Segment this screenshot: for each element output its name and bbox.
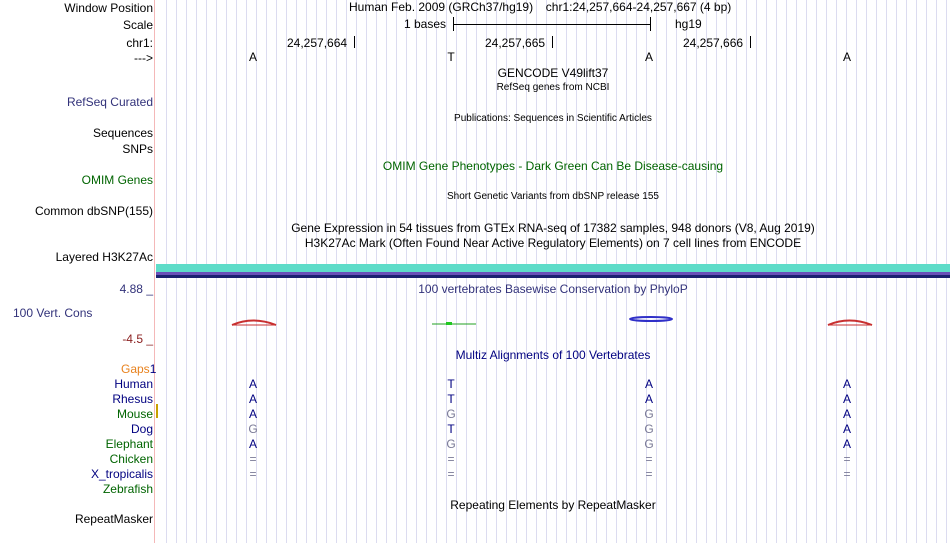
aligned-base: = [447, 452, 455, 466]
assembly-name: Human Feb. 2009 (GRCh37/hg19) [349, 0, 534, 14]
aligned-base: = [843, 467, 851, 481]
ref-base: A [644, 50, 653, 64]
gtex-track-title[interactable]: Gene Expression in 54 tissues from GTEx RNA-seq of 17382 samples, 948 donors (V8, Aug 2019) [291, 221, 815, 235]
aligned-base: A [842, 377, 851, 391]
aligned-base: A [248, 377, 257, 391]
aligned-base: = [249, 467, 257, 481]
repeatmasker-track-label[interactable]: RepeatMasker [74, 512, 153, 526]
species-label[interactable]: Mouse [116, 407, 153, 421]
aligned-base: = [447, 467, 455, 481]
label-separator [154, 0, 155, 543]
aligned-base: A [842, 392, 851, 406]
species-label[interactable]: Human [114, 377, 153, 391]
chrom-label: chr1: [126, 36, 153, 50]
aligned-base: G [446, 437, 456, 451]
aligned-base: A [644, 392, 653, 406]
position-header [349, 0, 731, 14]
cons-max-value: 4.88 _ [119, 282, 153, 296]
mouse-row-marker [156, 404, 158, 418]
omim-track-label[interactable]: OMIM Genes [81, 173, 153, 187]
aligned-base: T [447, 422, 455, 436]
ruler-tick [552, 36, 553, 48]
phylop-wiggle [156, 314, 950, 332]
aligned-base: T [447, 392, 455, 406]
ref-base: A [842, 50, 851, 64]
aligned-base: G [644, 407, 654, 421]
aligned-base: = [249, 452, 257, 466]
species-label[interactable]: Dog [130, 422, 153, 436]
aligned-base: A [842, 422, 851, 436]
aligned-base: A [248, 407, 257, 421]
aligned-base: A [248, 437, 257, 451]
species-label[interactable]: X_tropicalis [90, 467, 153, 481]
aligned-base: A [248, 392, 257, 406]
gencode-track-title[interactable]: GENCODE V49lift37 [497, 66, 609, 80]
refseq-track-label[interactable]: RefSeq Curated [66, 95, 153, 109]
species-label[interactable]: Chicken [109, 452, 153, 466]
repeatmasker-track-title[interactable]: Repeating Elements by RepeatMasker [450, 498, 656, 512]
species-label[interactable]: Rhesus [112, 392, 153, 406]
gaps-track-label[interactable]: Gaps1 [121, 362, 157, 376]
multiz-track-title[interactable]: Multiz Alignments of 100 Vertebrates [455, 348, 651, 362]
gaps-marker: 1 [149, 362, 157, 376]
aligned-base: T [447, 377, 455, 391]
aligned-base: G [644, 422, 654, 436]
ruler-tick [750, 36, 751, 48]
aligned-base: G [248, 422, 258, 436]
refseq-track-subtitle[interactable]: RefSeq genes from NCBI [496, 82, 610, 93]
species-label[interactable]: Elephant [105, 437, 153, 451]
scale-text: 1 bases [404, 17, 447, 31]
snps-track-label[interactable]: SNPs [122, 142, 153, 156]
cons-track-label[interactable]: 100 Vert. Cons [13, 306, 93, 320]
species-label[interactable]: Zebrafish [102, 482, 153, 496]
scale-db: hg19 [675, 17, 702, 31]
aligned-base: A [644, 377, 653, 391]
publications-track-title[interactable]: Publications: Sequences in Scientific Articles [454, 113, 652, 124]
ruler-tick-label: 24,257,666 [683, 36, 744, 50]
sequences-track-label[interactable]: Sequences [92, 126, 153, 140]
ruler-tick-label: 24,257,664 [287, 36, 348, 50]
aligned-base: = [843, 452, 851, 466]
phylop-track-title[interactable]: 100 vertebrates Basewise Conservation by PhyloP [418, 282, 688, 296]
ref-base: A [248, 50, 257, 64]
aligned-base: = [645, 467, 653, 481]
ruler-tick-label: 24,257,665 [485, 36, 546, 50]
position-range: chr1:24,257,664-24,257,667 (4 bp) [545, 0, 732, 14]
window-position-label: Window Position [64, 1, 153, 15]
dbsnp-track-title[interactable]: Short Genetic Variants from dbSNP release 155 [447, 191, 659, 202]
aligned-base: A [842, 407, 851, 421]
h3k27ac-track-label[interactable]: Layered H3K27Ac [55, 250, 153, 264]
aligned-base: G [644, 437, 654, 451]
aligned-base: = [645, 452, 653, 466]
h3k27ac-track-title[interactable]: H3K27Ac Mark (Often Found Near Active Regulatory Elements) on 7 cell lines from ENCODE [304, 236, 802, 250]
dbsnp-track-label[interactable]: Common dbSNP(155) [34, 204, 153, 218]
omim-track-title[interactable]: OMIM Gene Phenotypes - Dark Green Can Be Disease-causing [382, 159, 724, 173]
aligned-base: G [446, 407, 456, 421]
aligned-base: A [842, 437, 851, 451]
ruler-tick [354, 36, 355, 48]
scale-label: Scale [122, 18, 153, 32]
cons-min-value: -4.5 _ [122, 332, 153, 346]
strand-toggle[interactable]: ---> [134, 51, 153, 65]
ref-base: T [447, 50, 455, 64]
